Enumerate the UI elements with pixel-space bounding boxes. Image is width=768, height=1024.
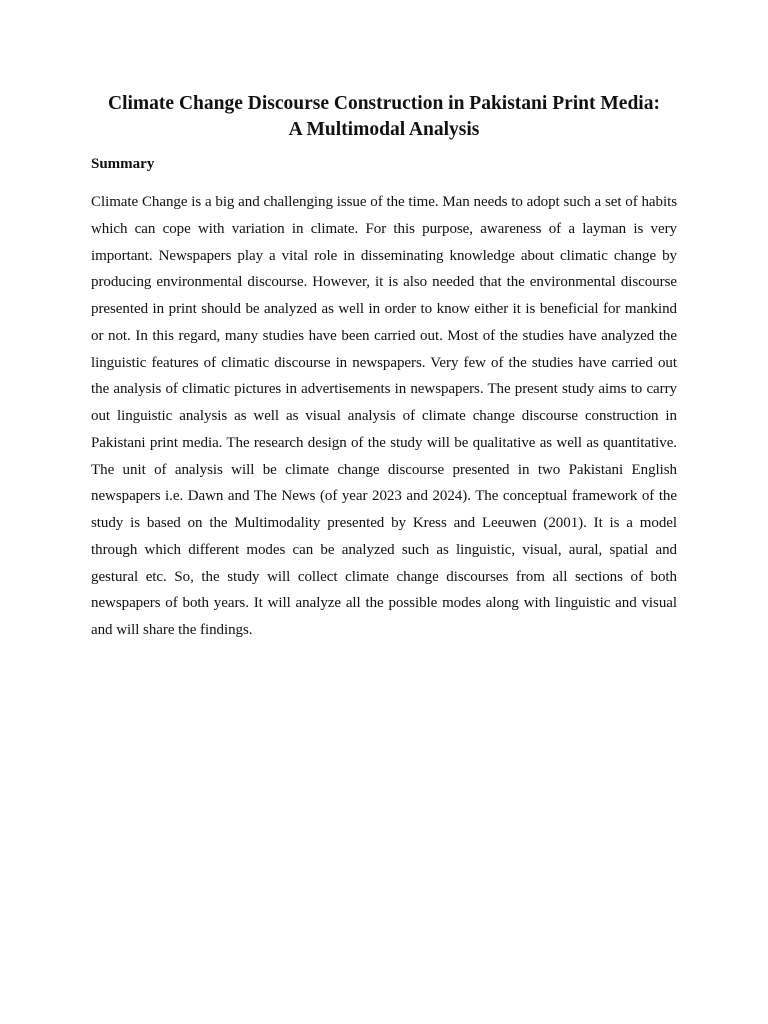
summary-paragraph: Climate Change is a big and challenging issue of the time. Man needs to adopt such a set of habits which can cope with variation in climate. For this purpose, awareness of a layman is very important. Newspapers play a vital role in disseminating knowledge about climatic change by producing environmental discourse. However, it is also needed that the environmental discourse presented in print should be analyzed as well in order to know either it is beneficial for mankind or not. In this regard, many studies have been carried out. Most of the studies have analyzed the linguistic features of climatic discourse in newspapers. Very few of the studies have carried out the analysis of climatic pictures in advertisements in newspapers. The present study aims to carry out linguistic analysis as well as visual analysis of climate change discourse construction in Pakistani print media. The research design of the study will be qualitative as well as quantitative. The unit of analysis will be climate change discourse presented in two Pakistani English newspapers i.e. Dawn and The News (of year 2023 and 2024). The conceptual framework of the study is based on the Multimodality presented by Kress and Leeuwen (2001). It is a model through which different modes can be analyzed such as linguistic, visual, aural, spatial and gestural etc. So, the study will collect climate change discourses from all sections of both newspapers of both years. It will analyze all the possible modes along with linguistic and visual and will share the findings. — [91, 194, 677, 638]
title-line-2: A Multimodal Analysis — [288, 119, 480, 140]
summary-heading: Summary — [91, 156, 155, 172]
title-line-1: Climate Change Discourse Construction in Pakistani Print Media: — [108, 93, 660, 114]
document-title — [80, 91, 688, 143]
